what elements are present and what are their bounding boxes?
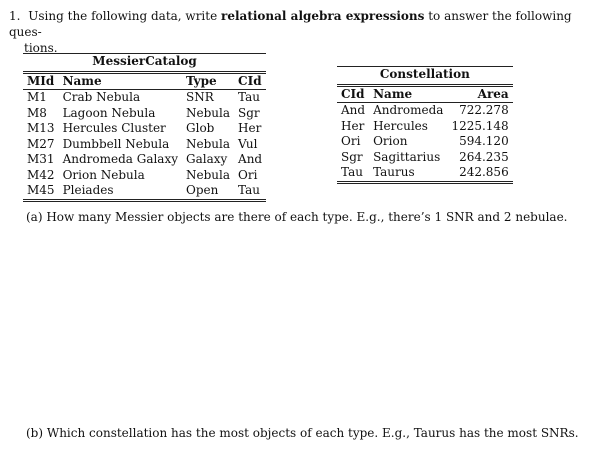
messier-cell: Hercules Cluster bbox=[62, 121, 166, 135]
messier-cell: M13 bbox=[27, 121, 55, 135]
messier-cell: And bbox=[238, 152, 263, 166]
table-row bbox=[337, 165, 513, 182]
messier-cell: M27 bbox=[27, 136, 55, 151]
table-row bbox=[23, 168, 266, 184]
table-row bbox=[337, 119, 513, 135]
question-line-1 bbox=[9, 8, 579, 40]
constellation-cell: Taurus bbox=[369, 165, 447, 182]
constellation-header-name: Name bbox=[369, 85, 447, 103]
constellation-cell: 264.235 bbox=[459, 149, 509, 164]
messier-catalog-table bbox=[23, 53, 266, 202]
constellation-cell: 1225.148 bbox=[451, 118, 509, 133]
messier-header-cid: CId bbox=[234, 72, 266, 90]
messier-cell: Orion Nebula bbox=[62, 167, 145, 182]
constellation-cell: Ori bbox=[341, 134, 361, 148]
constellation-cell: Orion bbox=[373, 134, 408, 148]
messier-cell: Nebula bbox=[186, 105, 231, 120]
table-row bbox=[23, 137, 266, 153]
table-row bbox=[23, 152, 266, 168]
table-row bbox=[337, 150, 513, 166]
messier-header-name: Name bbox=[59, 72, 182, 90]
question-text-before: Using the following data, write bbox=[28, 9, 218, 23]
constellation-cell: 242.856 bbox=[447, 165, 512, 182]
table-row bbox=[23, 106, 266, 122]
messier-cell: M8 bbox=[27, 105, 47, 120]
constellation-cell: Hercules bbox=[373, 118, 428, 133]
question-text-bold: relational algebra expressions bbox=[221, 9, 425, 23]
table-row bbox=[337, 134, 513, 150]
subquestion-a: (a) How many Messier objects are there of each type. E.g., there’s 1 SNR and 2 nebulae. bbox=[26, 210, 568, 224]
messier-header-type: Type bbox=[182, 72, 234, 90]
messier-cell: Nebula bbox=[186, 167, 231, 182]
constellation-header-area: Area bbox=[447, 85, 512, 103]
messier-cell: Vul bbox=[238, 136, 258, 151]
messier-cell: Galaxy bbox=[186, 152, 228, 166]
constellation-header-cid: CId bbox=[337, 85, 369, 103]
constellation-caption-row bbox=[337, 67, 513, 86]
messier-cell: Open bbox=[182, 183, 234, 200]
constellation-cell: 722.278 bbox=[459, 103, 509, 117]
constellation-cell: 594.120 bbox=[459, 134, 509, 148]
question-text-after: to answer the following ques- bbox=[9, 9, 572, 39]
table-row bbox=[23, 121, 266, 137]
messier-cell: M31 bbox=[27, 152, 55, 166]
messier-caption: MessierCatalog bbox=[23, 54, 266, 73]
constellation-table bbox=[337, 66, 513, 184]
subquestion-b: (b) Which constellation has the most objects of each type. E.g., Taurus has the most SNRs. bbox=[26, 426, 579, 440]
messier-cell: M1 bbox=[27, 90, 47, 104]
messier-cell: Glob bbox=[186, 121, 215, 135]
constellation-cell: And bbox=[341, 103, 366, 117]
table-row bbox=[23, 183, 266, 200]
question-text bbox=[9, 8, 579, 56]
messier-cell: M45 bbox=[23, 183, 59, 200]
messier-cell: Crab Nebula bbox=[62, 90, 141, 104]
constellation-cell: Andromeda bbox=[373, 103, 444, 117]
messier-cell: Sgr bbox=[238, 105, 260, 120]
messier-cell: Lagoon Nebula bbox=[62, 105, 156, 120]
constellation-cell: Sgr bbox=[341, 149, 363, 164]
constellation-cell: Tau bbox=[337, 165, 369, 182]
messier-cell: Dumbbell Nebula bbox=[62, 136, 170, 151]
messier-cell: Her bbox=[238, 121, 262, 135]
messier-cell: SNR bbox=[186, 90, 214, 104]
messier-header-mid: MId bbox=[23, 72, 59, 90]
table-row bbox=[23, 90, 266, 106]
constellation-cell: Sagittarius bbox=[373, 149, 441, 164]
constellation-caption: Constellation bbox=[337, 67, 513, 86]
constellation-cell: Her bbox=[341, 118, 365, 133]
question-line-2: tions. bbox=[24, 41, 58, 55]
messier-cell: Ori bbox=[238, 167, 258, 182]
messier-cell: Andromeda Galaxy bbox=[62, 152, 179, 166]
question-number: 1. bbox=[9, 9, 21, 23]
messier-cell: Nebula bbox=[186, 136, 231, 151]
messier-cell: Tau bbox=[234, 183, 266, 200]
messier-cell: Tau bbox=[238, 90, 260, 104]
messier-header-row bbox=[23, 72, 266, 90]
constellation-header-row bbox=[337, 85, 513, 103]
messier-cell: M42 bbox=[27, 167, 55, 182]
messier-caption-row bbox=[23, 54, 266, 73]
messier-cell: Pleiades bbox=[59, 183, 182, 200]
table-row bbox=[337, 103, 513, 119]
